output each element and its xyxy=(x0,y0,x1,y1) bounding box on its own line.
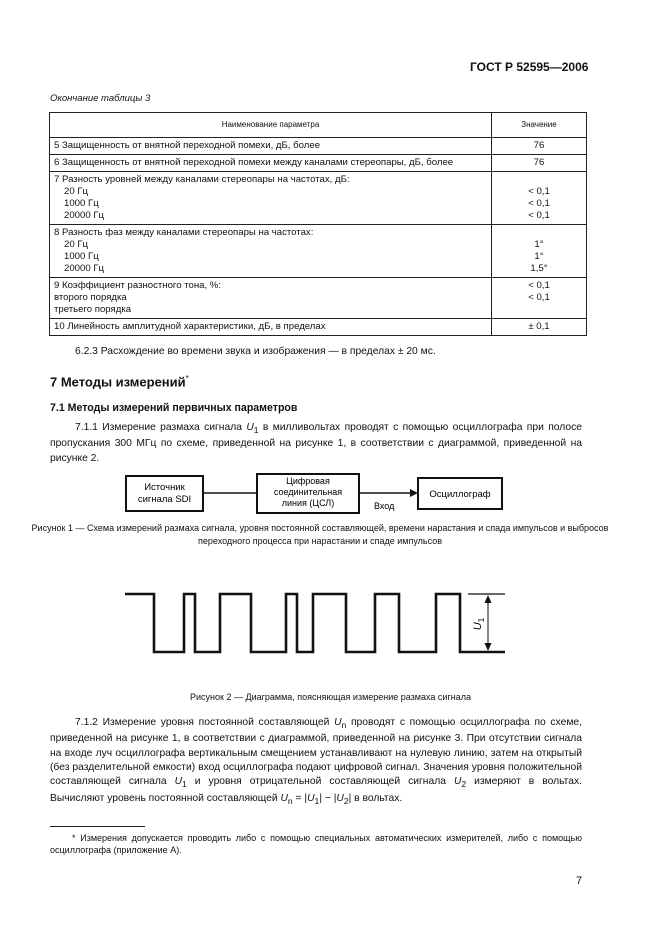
section-heading-7: 7 Методы измерений* xyxy=(50,374,189,390)
figure-1-diagram xyxy=(126,474,502,513)
value-item: 1° xyxy=(534,239,544,250)
figure-1-caption: Рисунок 1 — Схема измерений размаха сигнала, уровня постоянной составляющей, времени нарастания и спада импульсов и выбросов переходного процесса при нарастании и спаде импульсов xyxy=(31,523,609,546)
line-label-1: Цифровая xyxy=(286,476,330,486)
subsection-heading-7-1: 7.1 Методы измерений первичных параметров xyxy=(50,402,298,414)
amplitude-label-sub: 1 xyxy=(477,617,486,623)
param-cell: 10 Линейность амплитудной характеристики, дБ, в пределах xyxy=(50,319,492,336)
column-header-parameter: Наименование параметра xyxy=(50,113,492,138)
param-cell: 5 Защищенность от внятной переходной помехи, дБ, более xyxy=(50,138,492,155)
param-title: 8 Разность фаз между каналами стереопары на частотах: xyxy=(54,227,314,238)
paragraph-6-2-3: 6.2.3 Расхождение во времени звука и изображения — в пределах ± 20 мс. xyxy=(75,346,436,357)
paragraph-7-1-2: 7.1.2 Измерение уровня постоянной составляющей $U_n$ проводят с помощью осциллографа по схеме, приведенной на рисунке 1, в соответствии с диаграммой, приведенной на рисунке 3. При отсутствии сигнала на входе луч осциллографа вертикальным смещением устанавливают на нулевую линию, затем на открытый (без разделительной емкости) вход осциллографа подают цифровой сигнал. Значения уровня положительной составляющей сигнала $U_1$ и уровня отрицательной составляющей сигнала $U_2$ измеряют в вольтах. Вычисляют уровень постоянной составляющей $U_n = |U_1| - |U_2|$ в вольтах. xyxy=(50,717,582,806)
table-caption: Окончание таблицы 3 xyxy=(50,93,151,104)
footnote: * Измерения допускается проводить либо с помощью специальных автоматических измерителей, либо с помощью осциллографа (приложение А). xyxy=(50,833,582,856)
column-header-value: Значение xyxy=(492,113,587,138)
amplitude-label-main: U xyxy=(472,622,484,631)
param-sub: 20 Гц xyxy=(64,239,89,250)
footnote-separator xyxy=(50,826,145,827)
value-cell: 76 xyxy=(492,155,587,172)
value-item: < 0,1 xyxy=(528,210,550,221)
figure-2-caption: Рисунок 2 — Диаграмма, поясняющая измерение размаха сигнала xyxy=(190,692,471,702)
amplitude-label xyxy=(472,617,486,630)
param-sub: 20000 Гц xyxy=(64,263,105,274)
arrow-down-icon xyxy=(485,643,492,651)
value-item: < 0,1 xyxy=(528,292,550,303)
paragraph-7-1-1: 7.1.1 Измерение размаха сигнала $U_1$ в милливольтах проводят с помощью осциллографа при полосе пропускания 300 МГц по схеме, приведенной на рисунке 1, в соответствии с диаграммой, приведенной на рисунке 2. xyxy=(50,422,582,464)
source-label-1: Источник xyxy=(144,482,185,493)
arrow-icon xyxy=(410,489,418,497)
footnote-mark: * xyxy=(185,374,189,383)
param-sub: 20000 Гц xyxy=(64,210,105,221)
param-sub: третьего порядка xyxy=(54,304,132,315)
digital-signal-waveform xyxy=(125,594,505,652)
value-item: 1,5° xyxy=(530,263,548,274)
arrow-up-icon xyxy=(485,595,492,603)
line-label-2: соединительная xyxy=(273,487,343,497)
line-label-3: линия (ЦСЛ) xyxy=(281,498,335,508)
value-item: 1° xyxy=(534,251,544,262)
param-sub: 20 Гц xyxy=(64,186,89,197)
value-item: < 0,1 xyxy=(528,280,550,291)
value-cell: 76 xyxy=(492,138,587,155)
value-cell: ± 0,1 xyxy=(492,319,587,336)
value-item: < 0,1 xyxy=(528,186,550,197)
figure-2-diagram xyxy=(125,594,505,652)
param-sub: второго порядка xyxy=(54,292,127,303)
input-label: Вход xyxy=(374,501,395,511)
value-item: < 0,1 xyxy=(528,198,550,209)
param-sub: 1000 Гц xyxy=(64,198,99,209)
oscilloscope-label: Осциллограф xyxy=(429,489,491,500)
standard-number: ГОСТ Р 52595—2006 xyxy=(470,60,589,74)
param-cell: 6 Защищенность от внятной переходной помехи между каналами стереопары, дБ, более xyxy=(50,155,492,172)
page-number: 7 xyxy=(576,875,583,887)
param-title: 7 Разность уровней между каналами стереопары на частотах, дБ: xyxy=(54,174,350,185)
source-label-2: сигнала SDI xyxy=(137,494,192,505)
param-title: 9 Коэффициент разностного тона, %: xyxy=(54,280,222,291)
param-sub: 1000 Гц xyxy=(64,251,99,262)
